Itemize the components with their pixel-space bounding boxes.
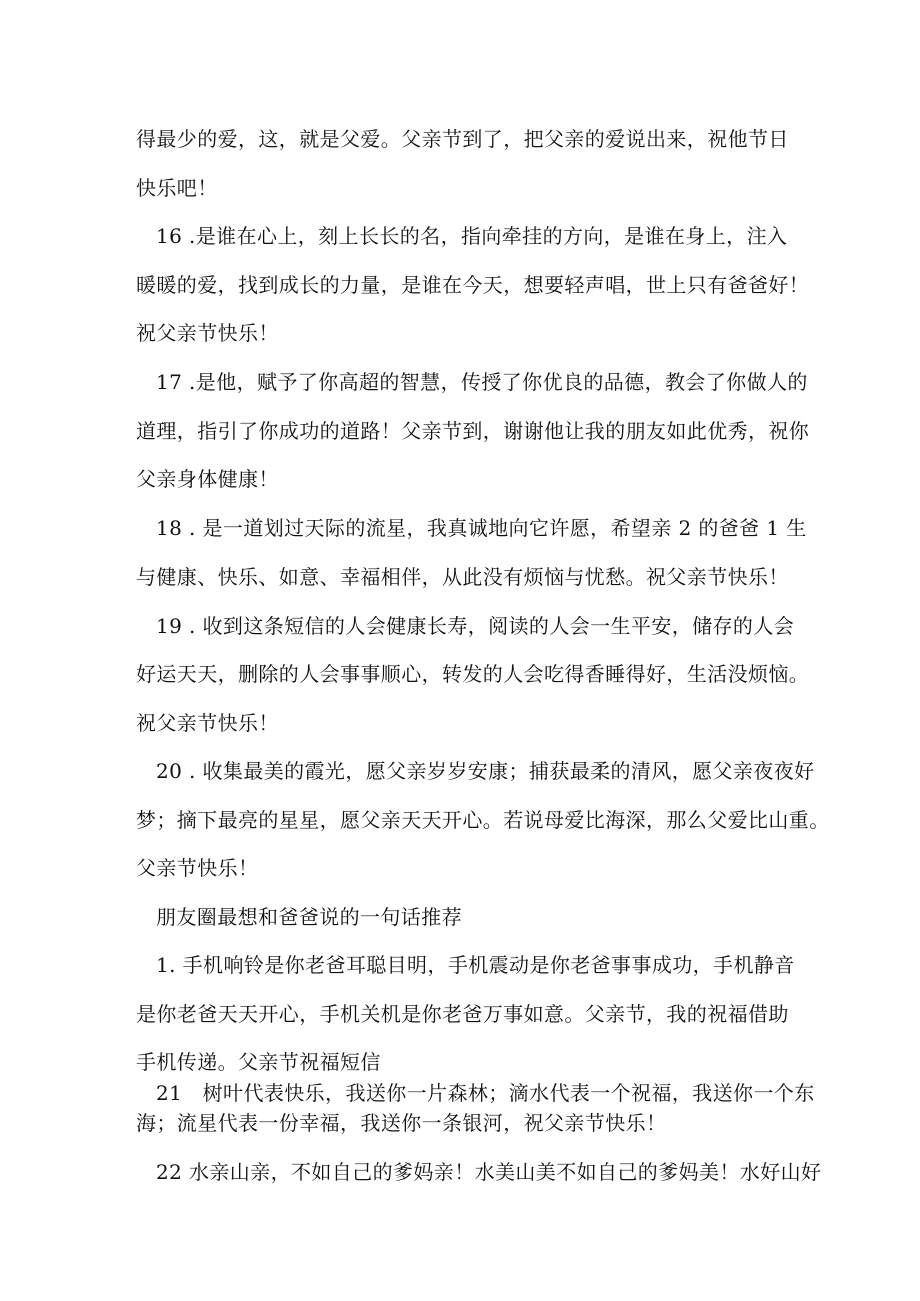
text-line: 祝父亲节快乐！ [136,711,279,735]
text-line: 手机传递。父亲节祝福短信 [136,1050,381,1074]
text-line: 父亲节快乐！ [136,856,259,880]
text-line: 祝父亲节快乐！ [136,321,279,345]
text-line: 是你老爸天天开心，手机关机是你老爸万事如意。父亲节，我的祝福借助 [136,1002,789,1026]
text-line: 20 . 收集最美的霞光，愿父亲岁岁安康；捕获最柔的清风，愿父亲夜夜好 [156,759,815,783]
text-line: 道理，指引了你成功的道路！父亲节到，谢谢他让我的朋友如此优秀，祝你 [136,419,810,443]
text-line: 22 水亲山亲，不如自己的爹妈亲！水美山美不如自己的爹妈美！水好山好 [156,1160,822,1184]
text-line: 18 . 是一道划过天际的流星，我真诚地向它许愿，希望亲 2 的爸爸 1 生 [156,516,807,540]
text-line: 好运天天，删除的人会事事顺心，转发的人会吃得香睡得好，生活没烦恼。 [136,662,810,686]
text-line: 海；流星代表一份幸福，我送你一条银河，祝父亲节快乐！ [136,1111,667,1135]
text-line: 21 树叶代表快乐，我送你一片森林；滴水代表一个祝福，我送你一个东 [156,1081,815,1105]
text-line: 快乐吧！ [136,176,218,200]
text-line: 梦；摘下最亮的星星，愿父亲天天开心。若说母爱比海深，那么父爱比山重。 [136,808,830,832]
text-line: 暖暖的爱，找到成长的力量，是谁在今天，想要轻声唱，世上只有爸爸好！ [136,273,810,297]
text-line: 17 .是他，赋予了你高超的智慧，传授了你优良的品德，教会了你做人的 [156,370,808,394]
section-heading: 朋友圈最想和爸爸说的一句话推荐 [156,905,462,929]
text-line: 与健康、快乐、如意、幸福相伴，从此没有烦恼与忧愁。祝父亲节快乐！ [136,565,789,589]
text-line: 父亲身体健康！ [136,467,279,491]
text-line: 19 . 收到这条短信的人会健康长寿，阅读的人会一生平安，储存的人会 [156,614,795,638]
text-line: 16 .是谁在心上，刻上长长的名，指向牵挂的方向，是谁在身上，注入 [156,224,788,248]
text-line: 1. 手机响铃是你老爸耳聪目明，手机震动是你老爸事事成功，手机静音 [156,953,795,977]
text-line: 得最少的爱，这，就是父爱。父亲节到了，把父亲的爱说出来，祝他节日 [136,127,789,151]
